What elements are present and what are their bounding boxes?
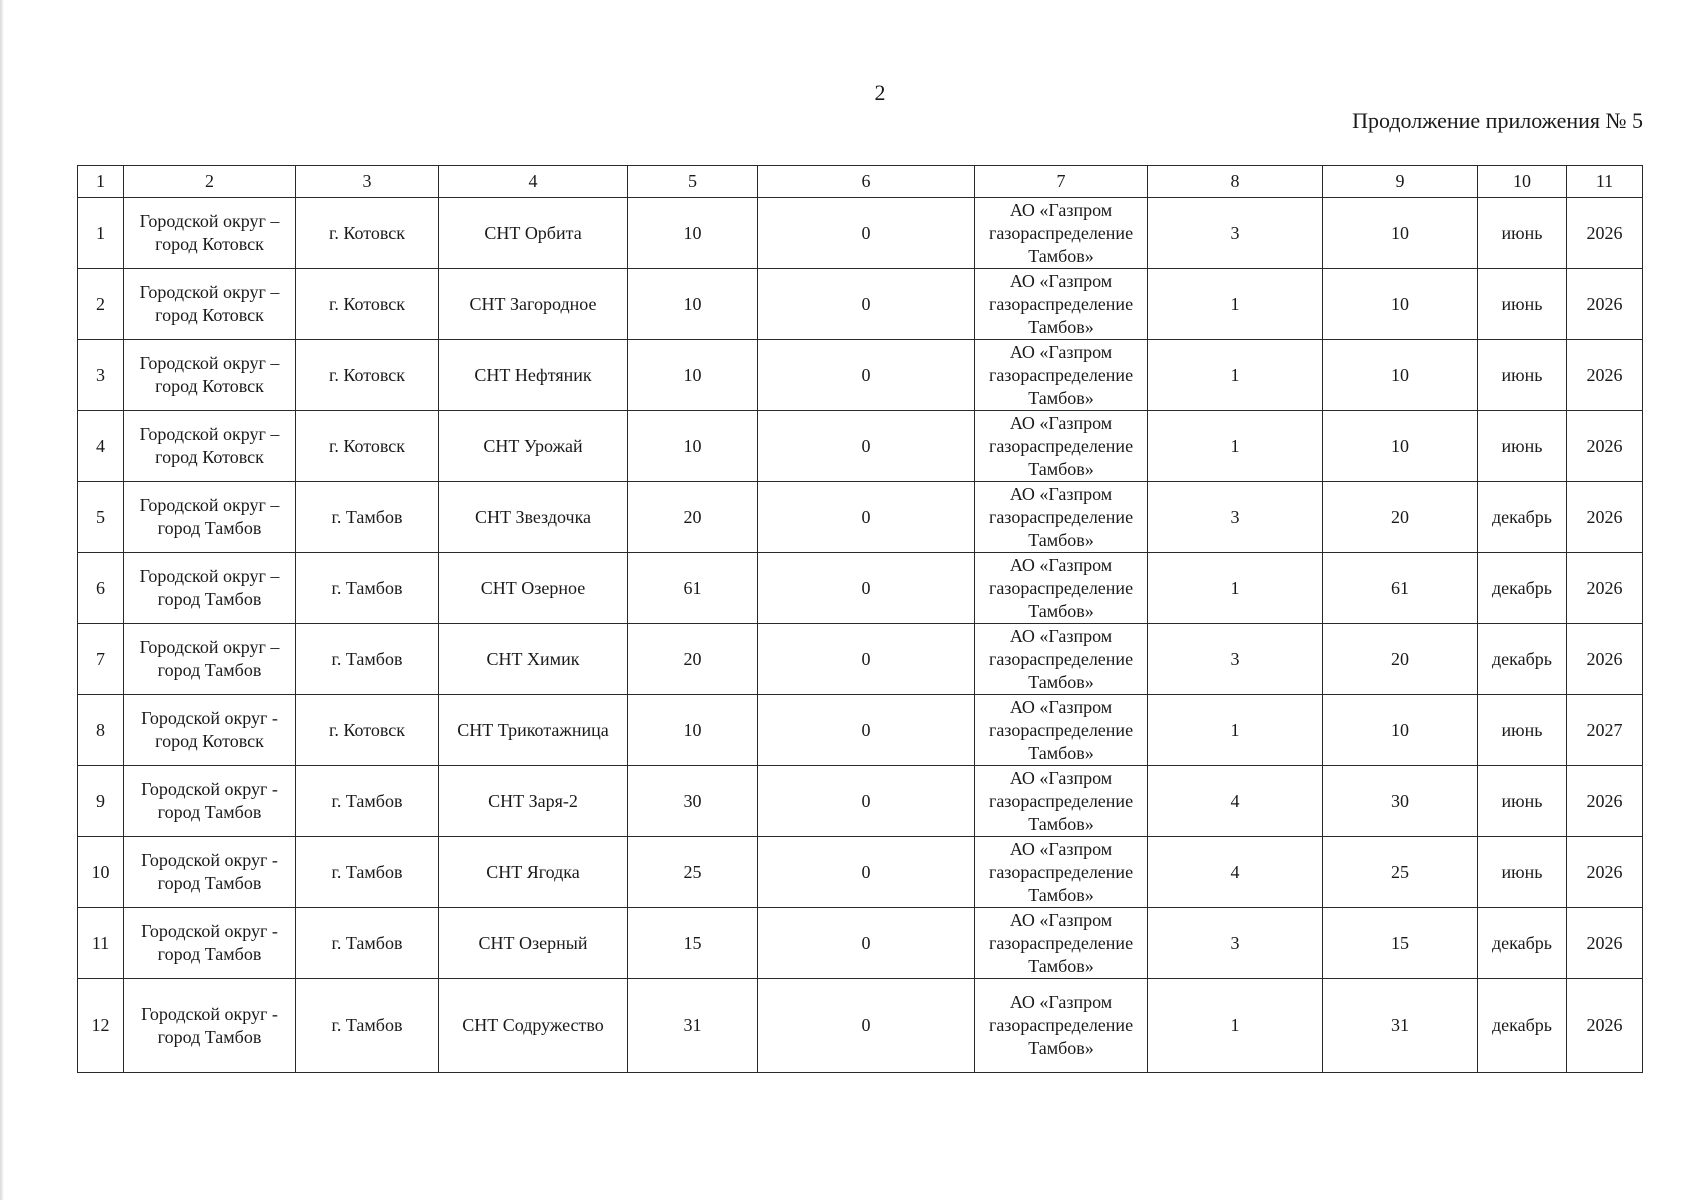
cell-col-8: 1 [1148,979,1323,1073]
cell-col-settlement: г. Котовск [296,695,439,766]
cell-col-6: 0 [758,695,975,766]
cell-col-6: 0 [758,979,975,1073]
cell-col-object: СНТ Орбита [439,198,628,269]
cell-col-settlement: г. Тамбов [296,837,439,908]
cell-col-5: 30 [628,766,758,837]
cell-col-year: 2026 [1567,908,1643,979]
cell-col-month: июнь [1478,269,1567,340]
cell-col-district: Городской округ - город Тамбов [124,979,296,1073]
table-row [78,695,1643,766]
cell-col-9: 20 [1323,482,1478,553]
cell-col-6: 0 [758,411,975,482]
cell-col-no: 2 [78,269,124,340]
cell-col-settlement: г. Котовск [296,269,439,340]
cell-col-year: 2027 [1567,695,1643,766]
cell-col-no: 11 [78,908,124,979]
cell-col-month: июнь [1478,837,1567,908]
cell-col-5: 31 [628,979,758,1073]
cell-col-8: 3 [1148,624,1323,695]
cell-col-8: 1 [1148,269,1323,340]
cell-col-settlement: г. Тамбов [296,482,439,553]
cell-col-8: 1 [1148,340,1323,411]
cell-col-6: 0 [758,766,975,837]
cell-col-settlement: г. Тамбов [296,979,439,1073]
cell-col-district: Городской округ - город Котовск [124,695,296,766]
cell-col-month: июнь [1478,695,1567,766]
cell-col-object: СНТ Заря-2 [439,766,628,837]
cell-col-5: 10 [628,411,758,482]
cell-col-district: Городской округ – город Тамбов [124,553,296,624]
cell-col-8: 1 [1148,553,1323,624]
cell-col-year: 2026 [1567,411,1643,482]
cell-col-object: СНТ Звездочка [439,482,628,553]
cell-col-9: 30 [1323,766,1478,837]
header-row [78,166,1643,198]
table-row [78,624,1643,695]
cell-col-month: июнь [1478,198,1567,269]
cell-col-9: 10 [1323,695,1478,766]
cell-col-settlement: г. Котовск [296,340,439,411]
cell-col-object: СНТ Содружество [439,979,628,1073]
cell-col-district: Городской округ – город Котовск [124,198,296,269]
table-body [78,198,1643,1073]
cell-col-8: 3 [1148,482,1323,553]
cell-col-operator: АО «Газпром газораспределение Тамбов» [975,979,1148,1073]
data-table [77,165,1643,1073]
cell-col-month: декабрь [1478,979,1567,1073]
cell-col-8: 4 [1148,837,1323,908]
table-header [78,166,1643,198]
cell-col-year: 2026 [1567,624,1643,695]
cell-col-object: СНТ Ягодка [439,837,628,908]
cell-col-no: 3 [78,340,124,411]
cell-col-object: СНТ Урожай [439,411,628,482]
header-col-year: 11 [1567,166,1643,198]
cell-col-5: 10 [628,269,758,340]
cell-col-year: 2026 [1567,766,1643,837]
table-row [78,837,1643,908]
cell-col-district: Городской округ – город Тамбов [124,482,296,553]
cell-col-settlement: г. Тамбов [296,624,439,695]
table-row [78,979,1643,1073]
cell-col-8: 1 [1148,695,1323,766]
cell-col-district: Городской округ – город Котовск [124,340,296,411]
cell-col-9: 10 [1323,411,1478,482]
cell-col-operator: АО «Газпром газораспределение Тамбов» [975,695,1148,766]
cell-col-9: 31 [1323,979,1478,1073]
cell-col-year: 2026 [1567,198,1643,269]
cell-col-district: Городской округ - город Тамбов [124,766,296,837]
cell-col-year: 2026 [1567,979,1643,1073]
cell-col-9: 15 [1323,908,1478,979]
cell-col-6: 0 [758,269,975,340]
cell-col-operator: АО «Газпром газораспределение Тамбов» [975,766,1148,837]
cell-col-settlement: г. Котовск [296,411,439,482]
cell-col-no: 9 [78,766,124,837]
cell-col-5: 61 [628,553,758,624]
cell-col-no: 12 [78,979,124,1073]
cell-col-no: 4 [78,411,124,482]
cell-col-9: 10 [1323,198,1478,269]
table-row [78,411,1643,482]
cell-col-6: 0 [758,482,975,553]
table-row [78,340,1643,411]
cell-col-operator: АО «Газпром газораспределение Тамбов» [975,340,1148,411]
cell-col-6: 0 [758,198,975,269]
cell-col-object: СНТ Озерное [439,553,628,624]
header-col-8: 8 [1148,166,1323,198]
cell-col-6: 0 [758,340,975,411]
cell-col-9: 25 [1323,837,1478,908]
cell-col-5: 15 [628,908,758,979]
cell-col-5: 20 [628,624,758,695]
header-col-month: 10 [1478,166,1567,198]
header-col-object: 4 [439,166,628,198]
cell-col-month: декабрь [1478,482,1567,553]
cell-col-6: 0 [758,624,975,695]
cell-col-no: 7 [78,624,124,695]
cell-col-district: Городской округ - город Тамбов [124,908,296,979]
cell-col-6: 0 [758,553,975,624]
header-col-district: 2 [124,166,296,198]
header-col-settlement: 3 [296,166,439,198]
table-row [78,908,1643,979]
cell-col-8: 4 [1148,766,1323,837]
cell-col-month: декабрь [1478,908,1567,979]
cell-col-8: 3 [1148,198,1323,269]
cell-col-object: СНТ Трикотажница [439,695,628,766]
cell-col-5: 10 [628,198,758,269]
cell-col-object: СНТ Озерный [439,908,628,979]
cell-col-5: 10 [628,695,758,766]
cell-col-operator: АО «Газпром газораспределение Тамбов» [975,624,1148,695]
cell-col-no: 10 [78,837,124,908]
cell-col-object: СНТ Химик [439,624,628,695]
cell-col-month: декабрь [1478,624,1567,695]
table-row [78,766,1643,837]
cell-col-month: июнь [1478,340,1567,411]
cell-col-month: июнь [1478,766,1567,837]
cell-col-6: 0 [758,908,975,979]
cell-col-5: 20 [628,482,758,553]
cell-col-operator: АО «Газпром газораспределение Тамбов» [975,553,1148,624]
cell-col-year: 2026 [1567,837,1643,908]
cell-col-5: 10 [628,340,758,411]
cell-col-object: СНТ Загородное [439,269,628,340]
cell-col-5: 25 [628,837,758,908]
header-col-9: 9 [1323,166,1478,198]
cell-col-9: 20 [1323,624,1478,695]
cell-col-operator: АО «Газпром газораспределение Тамбов» [975,908,1148,979]
cell-col-settlement: г. Тамбов [296,908,439,979]
cell-col-year: 2026 [1567,269,1643,340]
cell-col-6: 0 [758,837,975,908]
cell-col-operator: АО «Газпром газораспределение Тамбов» [975,837,1148,908]
cell-col-no: 8 [78,695,124,766]
cell-col-district: Городской округ – город Тамбов [124,624,296,695]
page-number: 2 [874,80,886,105]
cell-col-no: 1 [78,198,124,269]
cell-col-settlement: г. Тамбов [296,766,439,837]
cell-col-district: Городской округ - город Тамбов [124,837,296,908]
cell-col-month: декабрь [1478,553,1567,624]
table-row [78,269,1643,340]
table-row [78,198,1643,269]
cell-col-year: 2026 [1567,482,1643,553]
cell-col-year: 2026 [1567,553,1643,624]
cell-col-district: Городской округ – город Котовск [124,411,296,482]
cell-col-operator: АО «Газпром газораспределение Тамбов» [975,482,1148,553]
header-col-6: 6 [758,166,975,198]
table-row [78,482,1643,553]
cell-col-9: 10 [1323,269,1478,340]
cell-col-settlement: г. Тамбов [296,553,439,624]
cell-col-year: 2026 [1567,340,1643,411]
cell-col-settlement: г. Котовск [296,198,439,269]
cell-col-district: Городской округ – город Котовск [124,269,296,340]
cell-col-operator: АО «Газпром газораспределение Тамбов» [975,411,1148,482]
header-col-no: 1 [78,166,124,198]
cell-col-9: 61 [1323,553,1478,624]
scan-edge [0,0,4,1200]
cell-col-8: 3 [1148,908,1323,979]
cell-col-month: июнь [1478,411,1567,482]
appendix-title: Продолжение приложения № 5 [1352,108,1643,133]
header-col-5: 5 [628,166,758,198]
cell-col-8: 1 [1148,411,1323,482]
cell-col-operator: АО «Газпром газораспределение Тамбов» [975,198,1148,269]
cell-col-object: СНТ Нефтяник [439,340,628,411]
cell-col-no: 5 [78,482,124,553]
cell-col-operator: АО «Газпром газораспределение Тамбов» [975,269,1148,340]
table-row [78,553,1643,624]
cell-col-no: 6 [78,553,124,624]
cell-col-9: 10 [1323,340,1478,411]
header-col-operator: 7 [975,166,1148,198]
